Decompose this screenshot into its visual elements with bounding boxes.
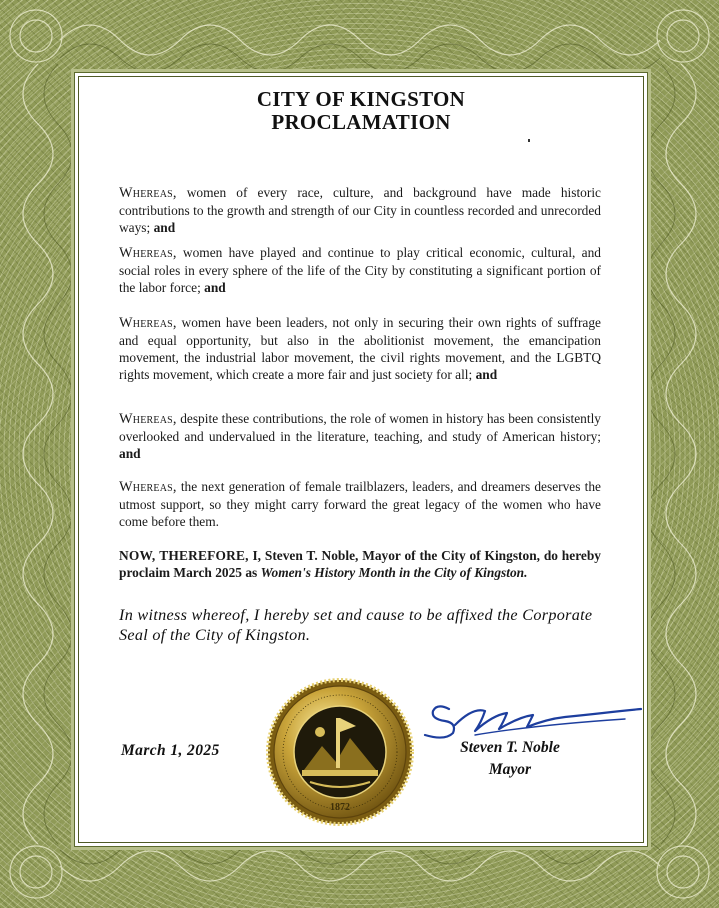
whereas-paragraph: Whereas, women have been leaders, not only in securing their own rights of suffrage and equal opportunity, but also in the abolitionist movement, the emancipation movement, the industrial labor movement, the civil rights movement, and the LGBTQ rights movement, which create a more fair and just society for all; and bbox=[119, 315, 601, 382]
seal-year: 1872 bbox=[330, 802, 350, 813]
stray-mark bbox=[528, 139, 530, 142]
month-designation: Women's History Month in the City of Kingston. bbox=[260, 565, 528, 580]
signer-name: Steven T. Noble bbox=[460, 739, 560, 756]
resolution-paragraph: NOW, THEREFORE, I, Steven T. Noble, Mayor of the City of Kingston, do hereby proclaim March 2025 as Women's History Month in the City of Kingston. bbox=[119, 548, 601, 580]
proclamation-date: March 1, 2025 bbox=[121, 742, 220, 759]
mayor-signature bbox=[415, 695, 645, 743]
city-heading: CITY OF KINGSTON bbox=[256, 87, 466, 111]
witness-clause: In witness whereof, I hereby set and cause to be affixed the Corporate Seal of the City of Kingston. bbox=[119, 606, 593, 644]
whereas-paragraph: Whereas, the next generation of female trailblazers, leaders, and dreamers deserves the utmost support, so they might carry forward the great legacy of the women who have come before them. bbox=[119, 479, 601, 529]
proclamation-paper bbox=[78, 76, 644, 843]
document-type-heading: PROCLAMATION bbox=[271, 110, 451, 134]
whereas-paragraph: Whereas, despite these contributions, the role of women in history has been consistently overlooked and undervalued in the literature, teaching, and study of American history; and bbox=[119, 411, 601, 461]
whereas-paragraph: Whereas, women of every race, culture, and background have made historic contributions to the growth and strength of our City in countless recorded and unrecorded ways; and bbox=[119, 185, 601, 235]
signer-title: Mayor bbox=[488, 761, 532, 778]
corporate-seal bbox=[265, 677, 415, 827]
whereas-paragraph: Whereas, women have played and continue to play critical economic, cultural, and social roles in every sphere of the life of the City by constituting a significant portion of the labor force; and bbox=[119, 245, 601, 295]
